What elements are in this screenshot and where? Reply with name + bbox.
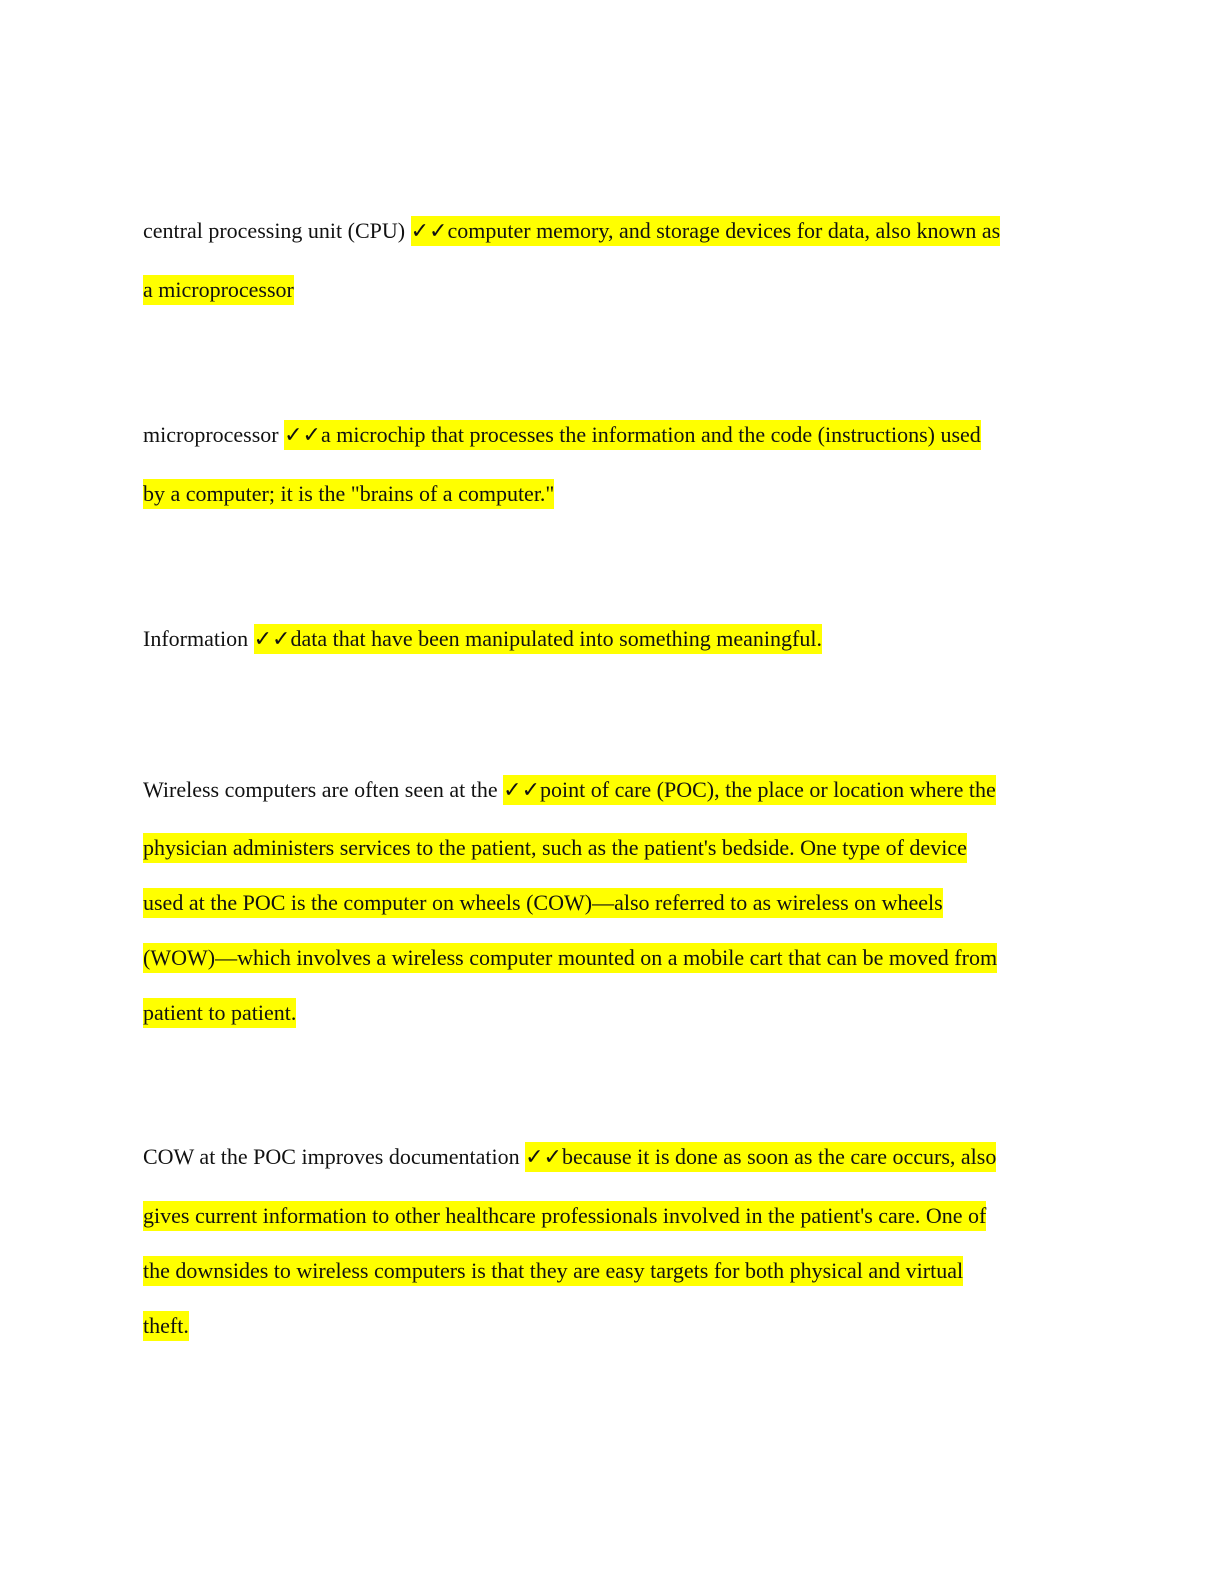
- double-check-icon: ✓✓: [525, 1145, 562, 1170]
- double-check-icon: ✓✓: [284, 423, 321, 448]
- entry-line: [143, 996, 296, 1030]
- entry-definition-line: computer memory, and storage devices for data, also known as: [447, 218, 1001, 243]
- entry-definition-line: by a computer; it is the "brains of a computer.": [143, 479, 554, 509]
- entry-term: Wireless computers are often seen at the: [143, 777, 504, 802]
- entry-definition-line: patient to patient.: [143, 998, 296, 1028]
- entry-definition-line: because it is done as soon as the care occurs, also: [561, 1144, 997, 1169]
- entry-line: [143, 622, 822, 656]
- entry-definition-line: a microprocessor: [143, 275, 294, 305]
- double-check-icon: ✓✓: [253, 627, 291, 652]
- entry-definition-line: used at the POC is the computer on wheels (COW)—also referred to as wireless on wheels: [143, 888, 943, 918]
- entry-line: [143, 1254, 963, 1288]
- entry-definition-line: point of care (POC), the place or location where the: [540, 777, 996, 802]
- entry-definition-line: theft.: [143, 1311, 189, 1341]
- entry-line: [143, 941, 997, 975]
- entry-line: [143, 773, 996, 807]
- entry-definition-line: gives current information to other healthcare professionals involved in the patient's care. One of: [143, 1201, 986, 1231]
- entry-definition-line: (WOW)—which involves a wireless computer mounted on a mobile cart that can be moved from: [143, 943, 997, 973]
- entry-term: central processing unit (CPU): [143, 218, 411, 243]
- double-check-icon: ✓✓: [410, 219, 448, 244]
- entry-definition-line: the downsides to wireless computers is that they are easy targets for both physical and virtual: [143, 1256, 963, 1286]
- entry-term: COW at the POC improves documentation: [143, 1144, 526, 1169]
- entry-line: [143, 214, 1000, 248]
- entry-line: [143, 477, 554, 511]
- entry-definition-line: data that have been manipulated into something meaningful.: [290, 626, 822, 651]
- double-check-icon: ✓✓: [503, 778, 541, 803]
- entry-line: [143, 1199, 986, 1233]
- entry-line: [143, 418, 981, 452]
- entry-line: [143, 273, 294, 307]
- entry-line: [143, 1140, 996, 1174]
- entry-term: Information: [143, 626, 254, 651]
- entry-term: microprocessor: [143, 422, 285, 447]
- entry-line: [143, 886, 943, 920]
- entry-definition-line: physician administers services to the patient, such as the patient's bedside. One type of device: [143, 833, 967, 863]
- entry-line: [143, 1309, 189, 1343]
- entry-line: [143, 831, 967, 865]
- entry-definition-line: a microchip that processes the information and the code (instructions) used: [321, 422, 981, 447]
